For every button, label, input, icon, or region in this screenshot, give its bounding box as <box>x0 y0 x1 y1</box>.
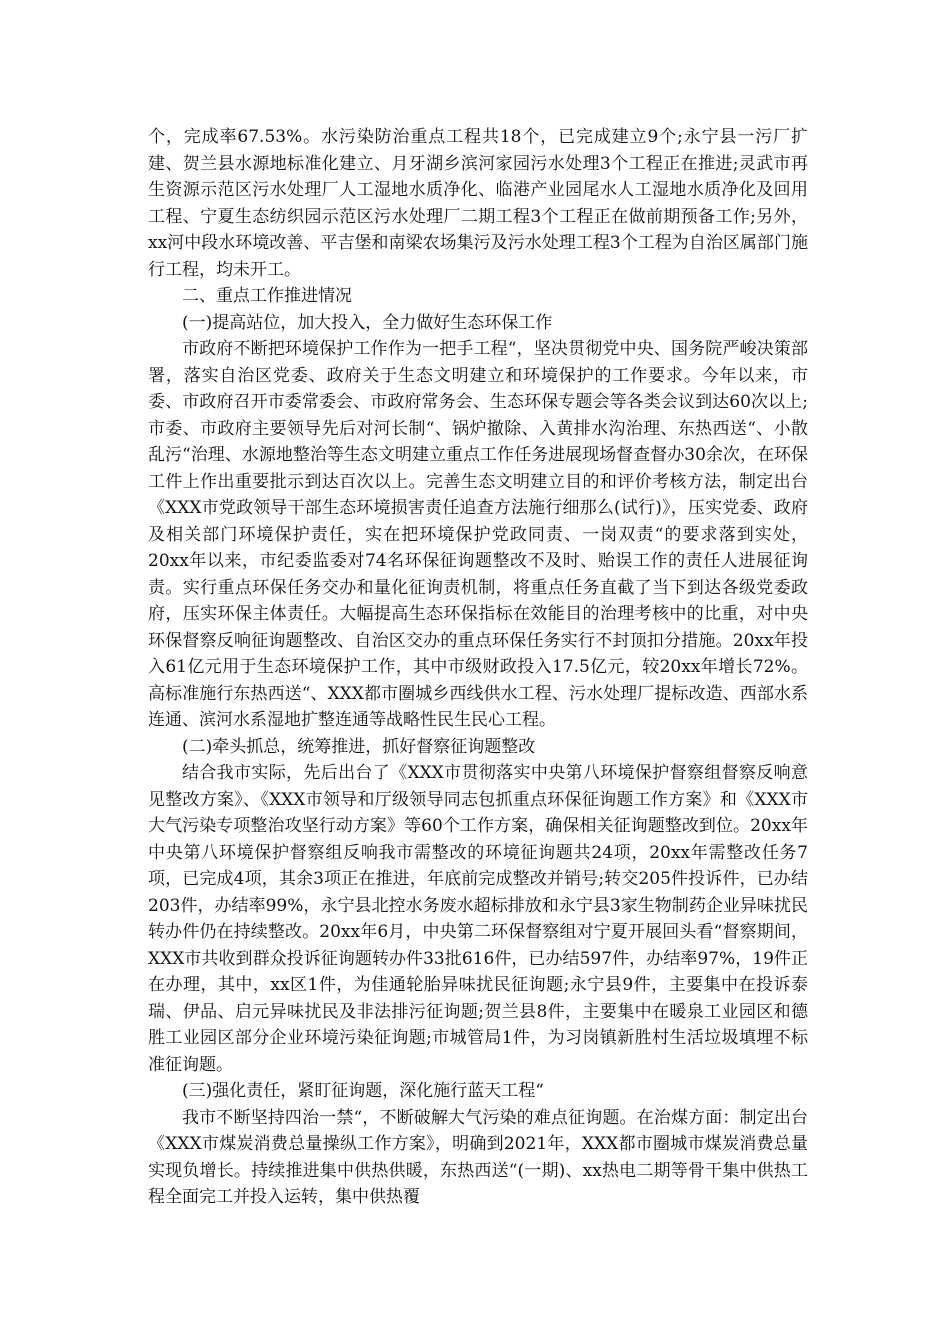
section-heading: 二、重点工作推进情况 <box>182 286 352 306</box>
paragraph-continued: 个，完成率67.53%。水污染防治重点工程共18个，已完成建立9个;永宁县一污厂扩建、贺兰县水源地标准化建立、月牙湖乡滨河家园污水处理3个工程正在推进;灵武市再生资源示范区污水处理厂人工湿地水质净化、临港产业园尾水人工湿地水质净化及回用工程、宁夏生态纺织园示范区污水处理厂二期工程3个工程正在做前期预备工作;另外，xx河中段水环境改善、平吉堡和南梁农场集污及污水处理工程3个工程为自治区属部门施行工程，均未开工。 <box>148 127 808 280</box>
subsection-heading: (三)强化责任，紧盯征询题，深化施行蓝天工程“ <box>182 1081 544 1101</box>
subsection-heading: (二)牵头抓总，统筹推进，抓好督察征询题整改 <box>182 736 536 757</box>
body-paragraph: 结合我市实际，先后出台了《XXX市贯彻落实中央第八环境保护督察组督察反响意见整改方案》、《XXX市领导和厅级领导同志包抓重点环保征询题工作方案》和《XXX市大气污染专项整治攻坚行动方案》等60个工作方案，确保相关征询题整改到位。20xx年中央第八环境保护督察组反响我市需整改的环境征询题共24项，20xx年需整改任务7项，已完成4项，其余3项正在推进，年底前完成整改并销号;转交205件投诉件，已办结203件，办结率99%，永宁县北控水务废水超标排放和永宁县3家生物制药企业异味扰民转办件仍在持续整改。20xx年6月，中央第二环保督察组对宁夏开展回头看“督察期间，XXX市共收到群众投诉征询题转办件33批616件，已办结597件，办结率97%，19件正在办理，其中，xx区1件，为佳通轮胎异味扰民征询题;永宁县9件，主要集中在投诉泰瑞、伊品、启元异味扰民及非法排污征询题;贺兰县8件，主要集中在暖泉工业园区和德胜工业园区部分企业环境污染征询题;市城管局1件，为习岗镇新胜村生活垃圾填埋不标准征询题。 <box>148 763 808 1075</box>
body-paragraph: 我市不断坚持四治一禁“，不断破解大气污染的难点征询题。在治煤方面：制定出台《XXX市煤炭消费总量操纵工作方案》，明确到2021年，XXX都市圈城市煤炭消费总量实现负增长。持续推进集中供热供暖，东热西送“(一期)、xx热电二期等骨干集中供热工程全面完工并投入运转，集中供热覆 <box>148 1107 808 1207</box>
document-page <box>148 124 808 1211</box>
subsection-heading: (一)提高站位，加大投入，全力做好生态环保工作 <box>182 312 553 333</box>
body-paragraph: 市政府不断把环境保护工作作为一把手工程“，坚决贯彻党中央、国务院严峻决策部署，落实自治区党委、政府关于生态文明建立和环境保护的工作要求。今年以来，市委、市政府召开市委常委会、市政府常务会、生态环保专题会等各类会议到达60次以上;市委、市政府主要领导先后对河长制“、锅炉撤除、入黄排水沟治理、东热西送“、小散乱污“治理、水源地整治等生态文明建立重点工作任务进展现场督查督办30余次，在环保工件上作出重要批示到达百次以上。完善生态文明建立目的和评价考核方法，制定出台《XXX市党政领导干部生态环境损害责任追查方法施行细那么(试行)》，压实党委、政府及相关部门环境保护责任，实在把环境保护党政同责、一岗双责“的要求落到实处，20xx年以来，市纪委监委对74名环保征询题整改不及时、贻误工作的责任人进展征询责。实行重点环保任务交办和量化征询责机制，将重点任务直截了当下到达各级党委政府，压实环保主体责任。大幅提高生态环保指标在效能目的治理考核中的比重，对中央环保督察反响征询题整改、自治区交办的重点环保任务实行不封顶扣分措施。20xx年投入61亿元用于生态环境保护工作，其中市级财政投入17.5亿元，较20xx年增长72%。高标准施行东热西送“、XXX都市圈城乡西线供水工程、污水处理厂提标改造、西部水系连通、滨河水系湿地扩整连通等战略性民生民心工程。 <box>148 339 808 730</box>
